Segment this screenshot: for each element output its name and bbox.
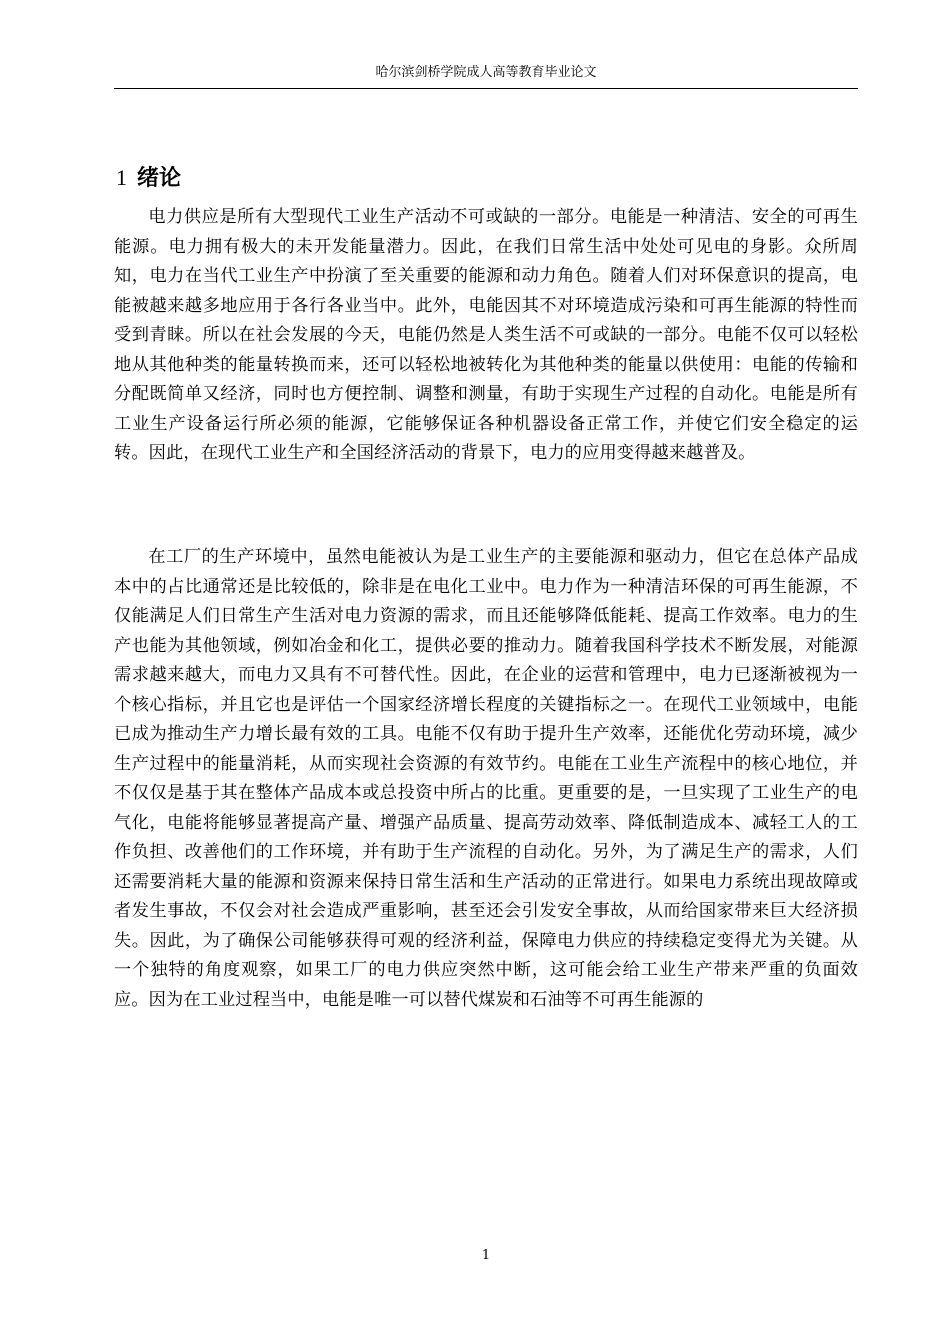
chapter-title-text: 绪论 <box>137 166 182 191</box>
chapter-title <box>116 163 181 194</box>
header-divider <box>114 88 858 89</box>
chapter-number: 1 <box>116 165 127 190</box>
page-header: 哈尔滨剑桥学院成人高等教育毕业论文 <box>375 65 597 80</box>
page-number: 1 <box>481 1248 491 1263</box>
body-paragraph-1: 电力供应是所有大型现代工业生产活动不可或缺的一部分。电能是一种清洁、安全的可再生能源。电力拥有极大的未开发能量潜力。因此，在我们日常生活中处处可见电的身影。众所周知，电力在当代工业生产中扮演了至关重要的能源和动力角色。随着人们对环保意识的提高，电能被越来越多地应用于各行各业当中。此外，电能因其不对环境造成污染和可再生能源的特性而受到青睐。所以在社会发展的今天，电能仍然是人类生活不可或缺的一部分。电能不仅可以轻松地从其他种类的能量转换而来，还可以轻松地被转化为其他种类的能量以供使用：电能的传输和分配既简单又经济，同时也方便控制、调整和测量，有助于实现生产过程的自动化。电能是所有工业生产设备运行所必须的能源，它能够保证各种机器设备正常工作，并使它们安全稳定的运转。因此，在现代工业生产和全国经济活动的背景下，电力的应用变得越来越普及。 <box>114 207 858 463</box>
body-paragraph-2: 在工厂的生产环境中，虽然电能被认为是工业生产的主要能源和驱动力，但它在总体产品成本中的占比通常还是比较低的，除非是在电化工业中。电力作为一种清洁环保的可再生能源，不仅能满足人们日常生产生活对电力资源的需求，而且还能够降低能耗、提高工作效率。电力的生产也能为其他领域，例如冶金和化工，提供必要的推动力。随着我国科学技术不断发展，对能源需求越来越大，而电力又具有不可替代性。因此，在企业的运营和管理中，电力已逐渐被视为一个核心指标，并且它也是评估一个国家经济增长程度的关键指标之一。在现代工业领域中，电能已成为推动生产力增长最有效的工具。电能不仅有助于提升生产效率，还能优化劳动环境，减少生产过程中的能量消耗，从而实现社会资源的有效节约。电能在工业生产流程中的核心地位，并不仅仅是基于其在整体产品成本或总投资中所占的比重。更重要的是，一旦实现了工业生产的电气化，电能将能够显著提高产量、增强产品质量、提高劳动效率、降低制造成本、减轻工人的工作负担、改善他们的工作环境，并有助于生产流程的自动化。另外，为了满足生产的需求，人们还需要消耗大量的能源和资源来保持日常生活和生产活动的正常进行。如果电力系统出现故障或者发生事故，不仅会对社会造成严重影响，甚至还会引发安全事故，从而给国家带来巨大经济损失。因此，为了确保公司能够获得可观的经济利益，保障电力供应的持续稳定变得尤为关键。从一个独特的角度观察，如果工厂的电力供应突然中断，这可能会给工业生产带来严重的负面效应。因为在工业过程当中，电能是唯一可以替代煤炭和石油等不可再生能源的 <box>114 547 858 1010</box>
